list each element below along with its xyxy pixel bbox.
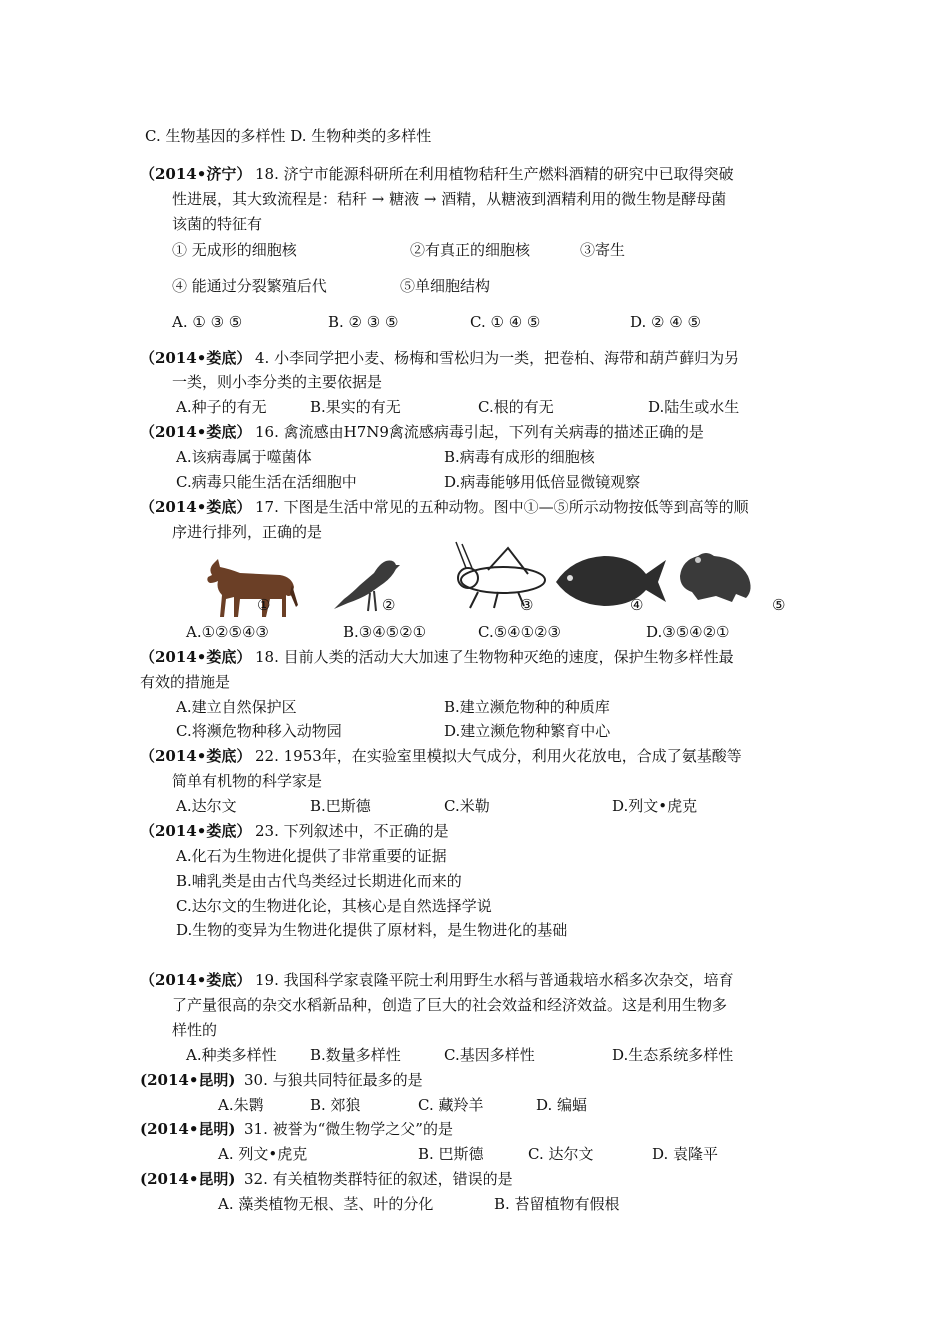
statement-option: ① 无成形的细胞核	[172, 241, 297, 259]
answer-option-b: B. 苔留植物有假根	[494, 1195, 620, 1213]
question-source: (2014•昆明)	[140, 1170, 236, 1188]
answer-option-d: D.生态系统多样性	[612, 1046, 734, 1064]
figure-label-1: ①	[257, 596, 271, 614]
answer-option-c: C.米勒	[444, 797, 490, 815]
horse-image	[200, 555, 300, 623]
answer-option-c: C.根的有无	[478, 398, 554, 416]
figure-label-5: ⑤	[772, 596, 786, 614]
answer-option-a: A.达尔文	[176, 797, 237, 815]
answer-option-b: B.③④⑤②①	[343, 623, 427, 641]
answer-option-a: A.建立自然保护区	[176, 698, 297, 716]
question-source: （2014•济宁）	[140, 165, 252, 183]
answer-option-c: C.基因多样性	[444, 1046, 535, 1064]
answer-option-c: C. 达尔文	[528, 1145, 594, 1163]
question-stem: 序进行排列，正确的是	[172, 523, 323, 541]
answer-option-b: B.巴斯德	[310, 797, 371, 815]
question-stem: 17. 下图是生活中常见的五种动物。图中①—⑤所示动物按低等到高等的顺	[255, 498, 749, 516]
answer-option-b: B.建立濒危物种的种质库	[444, 698, 610, 716]
answer-option-d: D.陆生或水生	[648, 398, 740, 416]
question-stem: 了产量很高的杂交水稻新品种，创造了巨大的社会效益和经济效益。这是利用生物多	[172, 996, 728, 1014]
answer-option-b: B.数量多样性	[310, 1046, 401, 1064]
answer-option-c: C.将濒危物种移入动物园	[176, 722, 342, 740]
question-source: （2014•娄底）	[140, 498, 252, 516]
answer-option-a: A.①②⑤④③	[186, 623, 269, 641]
answer-option-c: C. 藏羚羊	[418, 1096, 484, 1114]
statement-option: ④ 能通过分裂繁殖后代	[172, 277, 327, 295]
question-stem: 18. 目前人类的活动大大加速了生物物种灭绝的速度，保护生物多样性最	[255, 648, 734, 666]
answer-option-b: B. 巴斯德	[418, 1145, 484, 1163]
answer-option-a: A.朱鹮	[218, 1096, 264, 1114]
question-stem: 31. 被誉为“微生物学之父”的是	[244, 1120, 453, 1138]
question-stem: 16. 禽流感由H7N9禽流感病毒引起，下列有关病毒的描述正确的是	[255, 423, 704, 441]
answer-option-a: A. ① ③ ⑤	[172, 313, 243, 331]
question-stem: 样性的	[172, 1021, 218, 1039]
answer-option-c: C. ① ④ ⑤	[470, 313, 541, 331]
question-source: (2014•昆明)	[140, 1120, 236, 1138]
answer-option-b: B.哺乳类是由古代鸟类经过长期进化而来的	[176, 872, 462, 890]
statement-option: ⑤单细胞结构	[400, 277, 491, 295]
figure-label-4: ④	[630, 596, 644, 614]
frog-image	[676, 546, 756, 606]
question-stem: 4. 小李同学把小麦、杨梅和雪松归为一类，把卷柏、海带和葫芦藓归为另	[255, 349, 740, 367]
question-stem: 简单有机物的科学家是	[172, 772, 323, 790]
question-stem: 23. 下列叙述中，不正确的是	[255, 822, 449, 840]
answer-option-d: D.③⑤④②①	[646, 623, 730, 641]
question-source: （2014•娄底）	[140, 971, 252, 989]
answer-option-b: B.果实的有无	[310, 398, 401, 416]
answer-option-a: A.该病毒属于噬菌体	[176, 448, 312, 466]
question-source: （2014•娄底）	[140, 822, 252, 840]
question-stem: 18. 济宁市能源科研所在利用植物秸秆生产燃料酒精的研究中已取得突破	[255, 165, 734, 183]
answer-option-d: D. 袁隆平	[652, 1145, 719, 1163]
answer-option-b: B.病毒有成形的细胞核	[444, 448, 595, 466]
question-stem: 有效的措施是	[140, 673, 231, 691]
figure-label-2: ②	[382, 596, 396, 614]
answer-option-d: D.列文•虎克	[612, 797, 698, 815]
question-source: (2014•昆明)	[140, 1071, 236, 1089]
answer-option-a: A.种子的有无	[176, 398, 267, 416]
answer-option-a: A.种类多样性	[186, 1046, 277, 1064]
answer-option-a: A.化石为生物进化提供了非常重要的证据	[176, 847, 447, 865]
question-stem: 22. 1953年，在实验室里模拟大气成分，利用火花放电，合成了氨基酸等	[255, 747, 742, 765]
answer-option-d: D. 编蝠	[536, 1096, 588, 1114]
question-stem: 32. 有关植物类群特征的叙述，错误的是	[244, 1170, 513, 1188]
answer-option-a: A. 列文•虎克	[218, 1145, 308, 1163]
answer-option-d: D.建立濒危物种繁育中心	[444, 722, 611, 740]
question-stem: 30. 与狼共同特征最多的是	[244, 1071, 423, 1089]
fish-image	[552, 548, 670, 612]
answer-option-c: C.病毒只能生活在活细胞中	[176, 473, 357, 491]
answer-option-d: D.生物的变异为生物进化提供了原材料，是生物进化的基础	[176, 921, 568, 939]
answer-option-c: C.⑤④①②③	[478, 623, 561, 641]
question-stem: 一类，则小李分类的主要依据是	[172, 373, 383, 391]
question-stem: 性进展，其大致流程是：秸秆 → 糖液 → 酒精，从糖液到酒精利用的微生物是酵母菌	[172, 190, 727, 208]
answer-option-d: D.病毒能够用低倍显微镜观察	[444, 473, 641, 491]
question-source: （2014•娄底）	[140, 648, 252, 666]
answer-option-b: B. 郊狼	[310, 1096, 361, 1114]
answer-option-a: A. 藻类植物无根、茎、叶的分化	[218, 1195, 434, 1213]
question-source: （2014•娄底）	[140, 423, 252, 441]
figure-label-3: ③	[520, 596, 534, 614]
answer-option-c: C.达尔文的生物进化论，其核心是自然选择学说	[176, 897, 492, 915]
question-stem: 19. 我国科学家袁隆平院士利用野生水稻与普通栽培水稻多次杂交，培育	[255, 971, 734, 989]
statement-option: ②有真正的细胞核	[410, 241, 531, 259]
question-source: （2014•娄底）	[140, 349, 252, 367]
answer-option-b: B. ② ③ ⑤	[328, 313, 399, 331]
grasshopper-image	[448, 540, 550, 610]
question-source: （2014•娄底）	[140, 747, 252, 765]
answer-option-d: D. ② ④ ⑤	[630, 313, 701, 331]
statement-option: ③寄生	[580, 241, 626, 259]
q17-prev-options: C. 生物基因的多样性 D. 生物种类的多样性	[145, 127, 432, 145]
question-stem: 该菌的特征有	[172, 215, 263, 233]
